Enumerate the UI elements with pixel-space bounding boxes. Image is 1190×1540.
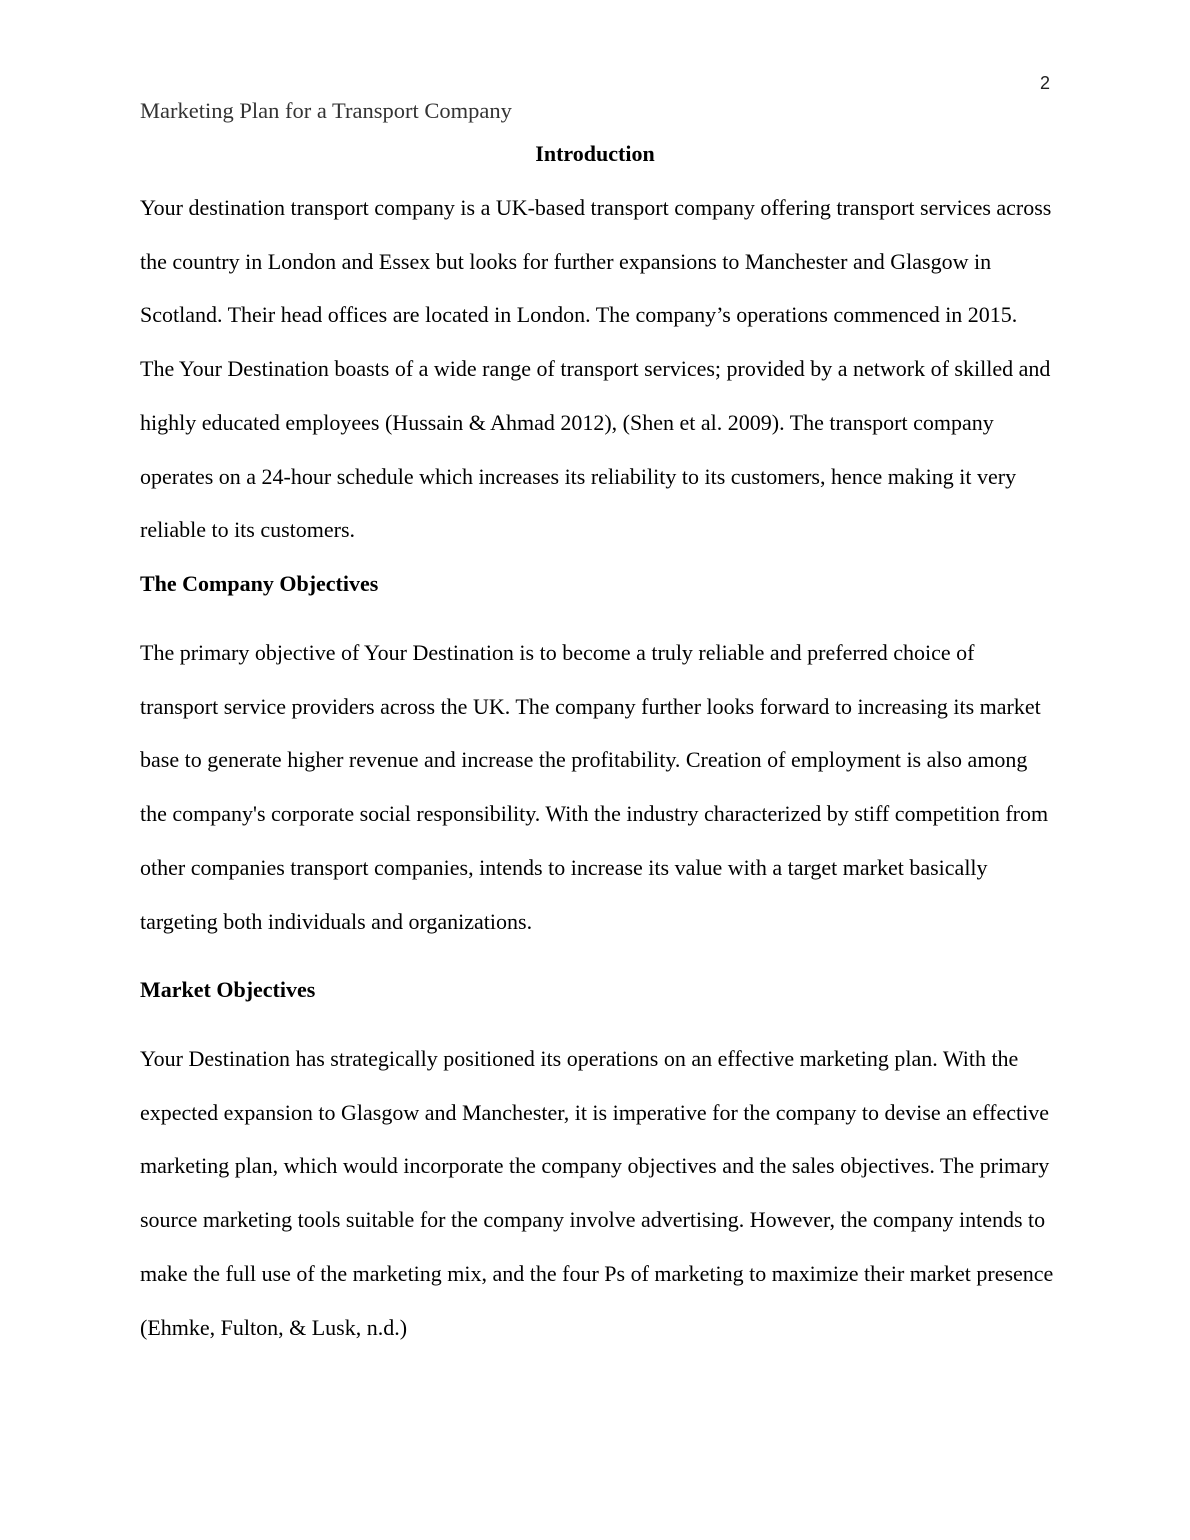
market-objectives-heading: Market Objectives bbox=[140, 977, 316, 1002]
introduction-heading: Introduction bbox=[535, 141, 655, 166]
company-objectives-heading: The Company Objectives bbox=[140, 571, 379, 596]
running-head: Marketing Plan for a Transport Company bbox=[140, 98, 512, 123]
introduction-paragraph: Your destination transport company is a UK-based transport company offering transport services across the country in London and Essex but looks for further expansions to Manchester and Glasgow in Scotland. Their head offices are located in London. The company’s operations commenced in 2015. The Your Destination boasts of a wide range of transport services; provided by a network of skilled and highly educated employees (Hussain & Ahmad 2012), (Shen et al. 2009). The transport company operates on a 24-hour schedule which increases its reliability to its customers, hence making it very reliable to its customers. bbox=[140, 195, 1052, 543]
market-objectives-paragraph: Your Destination has strategically positioned its operations on an effective marketing plan. With the expected expansion to Glasgow and Manchester, it is imperative for the company to devise an effective marketing plan, which would incorporate the company objectives and the sales objectives. The primary source marketing tools suitable for the company involve advertising. However, the company intends to make the full use of the marketing mix, and the four Ps of marketing to maximize their market presence (Ehmke, Fulton, & Lusk, n.d.) bbox=[140, 1046, 1054, 1340]
page-number: 2 bbox=[1039, 73, 1050, 93]
company-objectives-paragraph: The primary objective of Your Destination is to become a truly reliable and preferred choice of transport service providers across the UK. The company further looks forward to increasing its market base to generate higher revenue and increase the profitability. Creation of employment is also among the company's corporate social responsibility. With the industry characterized by stiff competition from other companies transport companies, intends to increase its value with a target market basically targeting both individuals and organizations. bbox=[140, 640, 1049, 934]
